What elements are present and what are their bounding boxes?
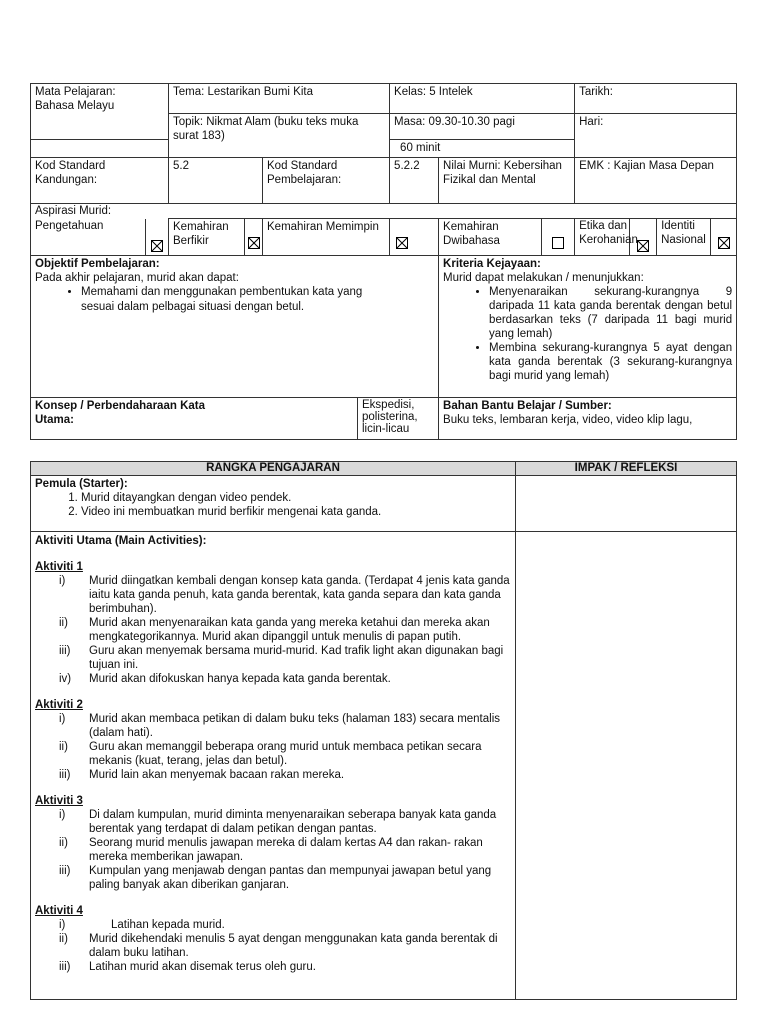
pemula-list [35,491,511,519]
aspirasi-label-4: Etika dan Kerohanian [579,220,638,246]
list-item: i) Murid akan membaca petikan di dalam buku teks (halaman 183) secara mentalis (dalam hati). [59,713,501,739]
kriteria-list [443,285,732,383]
aktiviti-2-list [35,712,511,782]
masa-cell: Masa: 09.30-10.30 pagi [390,114,575,140]
topik-cell: Topik: Nikmat Alam (buku teks muka surat 183) [169,114,390,158]
aspirasi-item-pengetahuan [31,219,169,256]
kod-sp-label: Kod Standard Pembelajaran: [263,158,390,204]
aktiviti-3-list [35,808,511,892]
aspirasi-row [31,219,737,256]
list-item: ii) Guru akan memanggil beberapa orang murid untuk membaca petikan secara mekanis (kuat, terang, jelas dan betul). [59,741,482,767]
aspirasi-checkbox-4[interactable] [630,219,657,255]
bahan-cell [439,398,737,440]
objektif-intro: Pada akhir pelajaran, murid akan dapat: [35,272,239,284]
aktiviti-1-list [35,574,511,686]
kod-sk-label [31,158,169,204]
list-item: iii) Latihan murid akan disemak terus oleh guru. [59,961,316,973]
pemula-title: Pemula (Starter): [35,478,128,490]
pemula-refleksi[interactable] [516,476,737,532]
nilai-murni-cell: Nilai Murni: Kebersihan Fizikal dan Mental [439,158,575,204]
aktiviti-1-title: Aktiviti 1 [35,561,83,573]
aspirasi-checkbox-3[interactable] [542,219,575,256]
kod-sp-value: 5.2.2 [390,158,439,204]
emk-cell: EMK : Kajian Masa Depan [575,158,737,204]
list-item: i) Murid diingatkan kembali dengan konsep kata ganda. (Terdapat 4 jenis kata ganda iaitu kata ganda penuh, kata ganda berentak, kata ganda separa dan kata ganda berimbuhan). [59,575,510,615]
aspirasi-checkbox-1[interactable] [245,219,263,256]
aktiviti-4-title: Aktiviti 4 [35,905,83,917]
pemula-item: 2. Video ini membuatkan murid berfikir mengenai kata ganda. [81,505,511,519]
pemula-cell [31,476,516,532]
list-item: iv) Murid akan difokuskan hanya kepada kata ganda berentak. [59,673,391,685]
tema-cell: Tema: Lestarikan Bumi Kita [169,84,390,114]
blank-cell [31,140,169,158]
checked-box-icon [151,240,163,252]
list-item: iii) Guru akan menyemak bersama murid-murid. Kad trafik light akan digunakan bagi tujuan ini. [59,645,504,671]
kriteria-cell [439,256,737,398]
aktiviti-title: Aktiviti Utama (Main Activities): [35,535,207,547]
checked-box-icon [396,237,408,249]
list-item: iii) Murid lain akan menyemak bacaan rakan mereka. [59,769,345,781]
bahan-title: Bahan Bantu Belajar / Sumber: [443,400,612,412]
rangka-header: RANGKA PENGAJARAN [31,462,516,476]
tarikh-cell: Tarikh: [575,84,737,114]
objektif-list [35,285,434,315]
aspirasi-checkbox-0[interactable] [145,219,168,255]
aspirasi-item-berfikir: Kemahiran Berfikir [169,219,245,256]
unchecked-box-icon [552,237,564,249]
lesson-info-table [30,83,737,440]
durasi-cell: 60 minit [390,140,575,158]
kriteria-intro: Murid dapat melakukan / menunjukkan: [443,272,644,284]
aspirasi-label-5: Identiti Nasional [661,220,706,246]
konsep-title-cell [31,398,358,440]
checked-box-icon [637,240,649,252]
aspirasi-label-0: Pengetahuan [35,219,104,232]
aktiviti-refleksi[interactable] [516,532,737,1000]
aktiviti-4-list [35,918,511,974]
objektif-item: • Memahami dan menggunakan pembentukan kata yang sesuai dalam pelbagai situasi dengan betul. [81,285,434,315]
aspirasi-checkbox-2[interactable] [390,219,439,256]
pemula-item: 1. Murid ditayangkan dengan video pendek. [81,491,511,505]
aspirasi-item-etika [575,219,638,256]
aktiviti-3-title: Aktiviti 3 [35,795,83,807]
bahan-value: Buku teks, lembaran kerja, video, video klip lagu, [443,414,693,426]
hari-cell: Hari: [575,114,737,158]
impak-header: IMPAK / REFLEKSI [516,462,737,476]
aspirasi-item-memimpin: Kemahiran Memimpin [263,219,390,256]
aktiviti-cell [31,532,516,1000]
list-item: iii) Kumpulan yang menjawab dengan pantas dan mempunyai jawapan betul yang paling banyak akan diberikan ganjaran. [59,865,492,891]
kod-sk-value: 5.2 [169,158,263,204]
list-item: i) Di dalam kumpulan, murid diminta menyenaraikan seberapa banyak kata ganda berentak yang terdapat di dalam petikan dengan pantas. [59,809,497,835]
aspirasi-item-dwibahasa: Kemahiran Dwibahasa [439,219,542,256]
checked-box-icon [718,237,730,249]
objektif-title: Objektif Pembelajaran: [35,258,160,270]
aktiviti-2-title: Aktiviti 2 [35,699,83,711]
kriteria-title: Kriteria Kejayaan: [443,258,541,270]
list-item: ii) Murid dikehendaki menulis 5 ayat dengan menggunakan kata ganda berentak di dalam buku latihan. [59,933,498,959]
konsep-title: Konsep / Perbendaharaan Kata Utama: [35,400,205,426]
aspirasi-label: Aspirasi Murid: [31,204,737,219]
kriteria-item: • Membina sekurang-kurangnya 5 ayat dengan kata ganda berentak (3 sekurang-kurangnya bagi murid yang lemah) [489,341,732,383]
konsep-value-cell: Ekspedisi, polisterina, licin-licau [358,398,439,440]
lesson-plan-table [30,461,737,1000]
list-item: i) Latihan kepada murid. [59,919,225,931]
list-item: ii) Murid akan menyenaraikan kata ganda yang mereka ketahui dan mereka akan mengkategorikannya. Murid akan dipanggil untuk menulis di papan putih. [59,617,490,643]
list-item: ii) Seorang murid menulis jawapan mereka di dalam kertas A4 dan rakan- rakan mereka memberikan jawapan. [59,837,483,863]
kelas-cell: Kelas: 5 Intelek [390,84,575,114]
checked-box-icon [248,237,260,249]
objektif-cell [31,256,439,398]
mata-pelajaran-cell: Mata Pelajaran: Bahasa Melayu [31,84,169,140]
aspirasi-checkbox-5[interactable] [711,219,737,256]
kod-sk-label-text: Kod Standard Kandungan: [35,160,106,186]
kriteria-item: • Menyenaraikan sekurang-kurangnya 9 daripada 11 kata ganda berentak dengan betul berdasarkan teks (7 daripada 11 bagi murid yang lemah) [489,285,732,341]
aspirasi-item-nasional [630,219,711,256]
